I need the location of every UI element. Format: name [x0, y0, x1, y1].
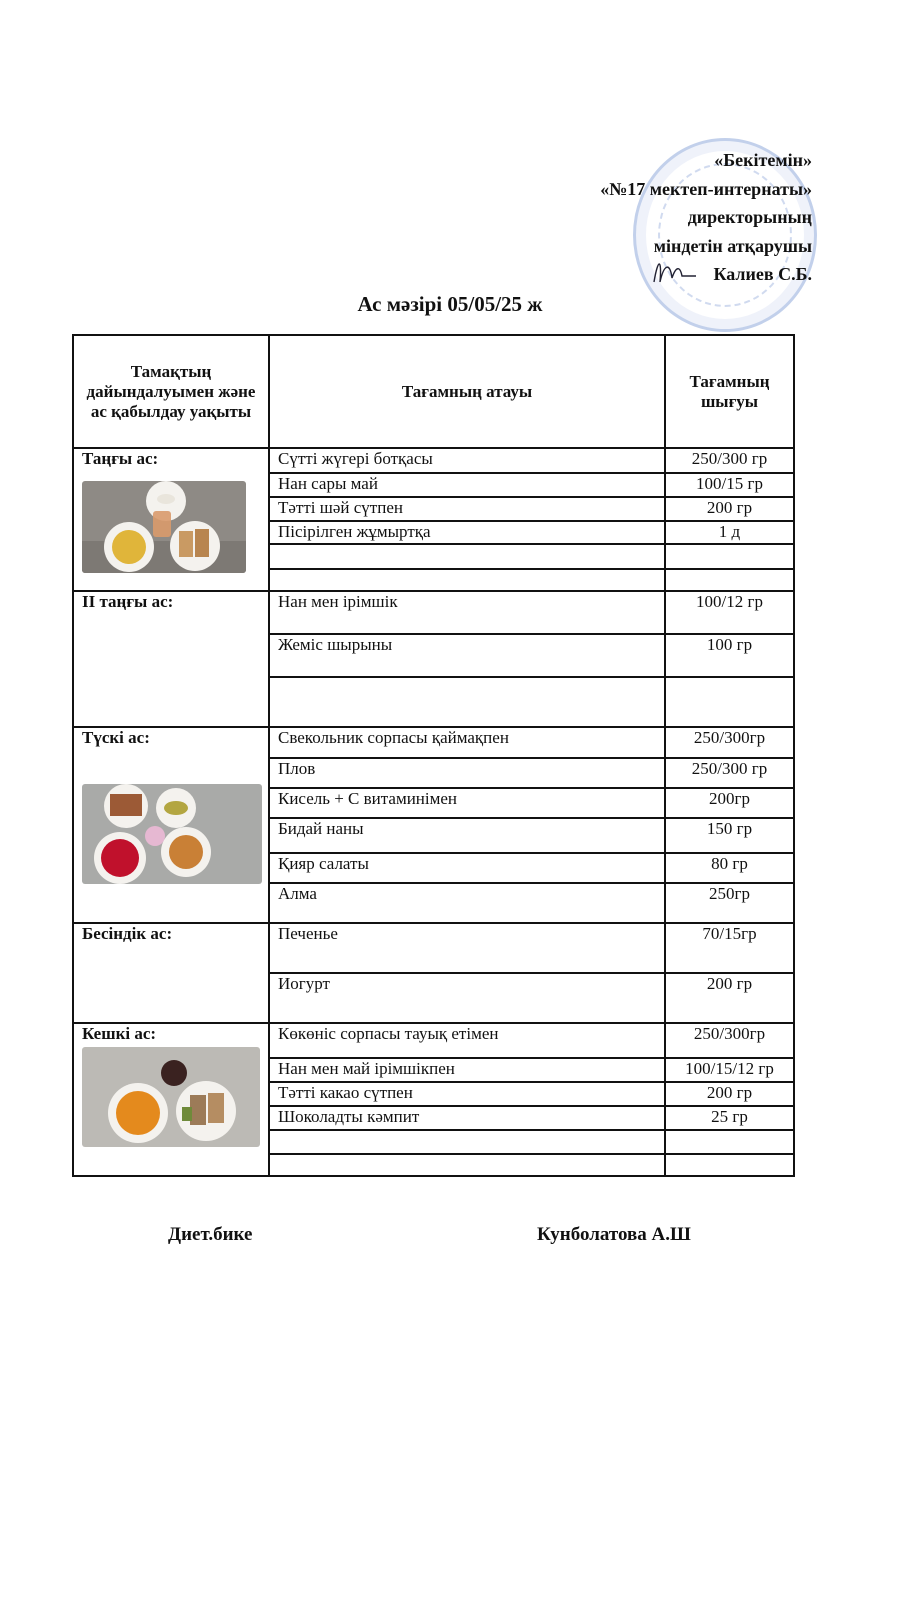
lunch-photo: [82, 784, 262, 884]
dish-yield: 250/300гр: [665, 1023, 794, 1058]
meal-cell-second-breakfast: [73, 591, 269, 727]
meal-label: Бесіндік ас:: [82, 924, 173, 943]
table-row: [73, 727, 794, 758]
breakfast-photo: [82, 481, 246, 573]
approval-block: [600, 146, 812, 289]
dish-name: Печенье: [269, 923, 665, 973]
dish-yield: 200гр: [665, 788, 794, 818]
dish-yield: 100 гр: [665, 634, 794, 677]
dish-name: Көкөніс сорпасы тауық етімен: [269, 1023, 665, 1058]
dish-name: Тәтті какао сүтпен: [269, 1082, 665, 1106]
dish-name: Бидай наны: [269, 818, 665, 853]
dish-name: Алма: [269, 883, 665, 923]
menu-title: Ас мәзірі 05/05/25 ж: [357, 292, 543, 316]
dish-name: [269, 569, 665, 591]
dish-yield: 80 гр: [665, 853, 794, 883]
dish-yield: 150 гр: [665, 818, 794, 853]
approval-line-3: директорының: [687, 207, 812, 227]
meal-label: Кешкі ас:: [82, 1024, 157, 1043]
meal-label: Таңғы ас:: [82, 449, 159, 468]
header-dish-yield: Тағамның шығуы: [665, 335, 794, 448]
dish-yield: [665, 677, 794, 727]
dish-name: Нан сары май: [269, 473, 665, 497]
dish-yield: 100/15 гр: [665, 473, 794, 497]
table-row: [73, 1023, 794, 1058]
dish-yield: 250гр: [665, 883, 794, 923]
header-dish-name: Тағамның атауы: [269, 335, 665, 448]
meal-label: Түскі ас:: [82, 728, 150, 747]
dish-yield: [665, 544, 794, 569]
header-meal-time: Тамақтың дайындалуымен және ас қабылдау уақыты: [73, 335, 269, 448]
dish-yield: 200 гр: [665, 973, 794, 1023]
meal-cell-dinner: [73, 1023, 269, 1176]
meal-cell-breakfast: [73, 448, 269, 591]
dish-yield: 250/300 гр: [665, 448, 794, 473]
table-row: [73, 923, 794, 973]
dish-name: Сүтті жүгері ботқасы: [269, 448, 665, 473]
dish-yield: 100/15/12 гр: [665, 1058, 794, 1082]
table-row: [73, 591, 794, 634]
dish-yield: 25 гр: [665, 1106, 794, 1130]
dish-name: Жеміс шырыны: [269, 634, 665, 677]
approval-line-2: «№17 мектеп-интернаты»: [600, 178, 812, 199]
meal-label: ІІ таңғы ас:: [82, 592, 174, 611]
dish-name: [269, 1130, 665, 1154]
dish-name: Плов: [269, 758, 665, 788]
dish-yield: [665, 569, 794, 591]
dish-yield: 1 д: [665, 521, 794, 544]
table-row: [73, 448, 794, 473]
dish-name: Нан мен май ірімшікпен: [269, 1058, 665, 1082]
dish-name: [269, 544, 665, 569]
meal-cell-lunch: [73, 727, 269, 923]
dietitian-title: Диет.бике: [168, 1224, 253, 1245]
approval-line-1: «Бекітемін»: [714, 150, 812, 170]
dish-yield: 70/15гр: [665, 923, 794, 973]
dish-yield: [665, 1130, 794, 1154]
dish-name: Қияр салаты: [269, 853, 665, 883]
meal-cell-afternoon-snack: [73, 923, 269, 1023]
dish-name: Тәтті шәй сүтпен: [269, 497, 665, 521]
dish-yield: [665, 1154, 794, 1176]
dish-yield: 250/300 гр: [665, 758, 794, 788]
dish-name: Свекольник сорпасы қаймақпен: [269, 727, 665, 758]
approval-line-4: міндетін атқарушы: [653, 235, 812, 256]
dish-name: Нан мен ірімшік: [269, 591, 665, 634]
menu-table: [72, 334, 795, 1177]
dish-name: Пісірілген жұмыртқа: [269, 521, 665, 544]
approval-line-5: Калиев С.Б.: [713, 264, 812, 284]
dish-yield: 200 гр: [665, 497, 794, 521]
dietitian-name: Кунболатова А.Ш: [537, 1224, 691, 1245]
dish-yield: 200 гр: [665, 1082, 794, 1106]
dish-yield: 100/12 гр: [665, 591, 794, 634]
dish-yield: 250/300гр: [665, 727, 794, 758]
dish-name: Иогурт: [269, 973, 665, 1023]
header-row: [73, 335, 794, 448]
dish-name: Кисель + С витаминімен: [269, 788, 665, 818]
dish-name: [269, 1154, 665, 1176]
dish-name: Шоколадты кәмпит: [269, 1106, 665, 1130]
dish-name: [269, 677, 665, 727]
dinner-photo: [82, 1047, 260, 1147]
